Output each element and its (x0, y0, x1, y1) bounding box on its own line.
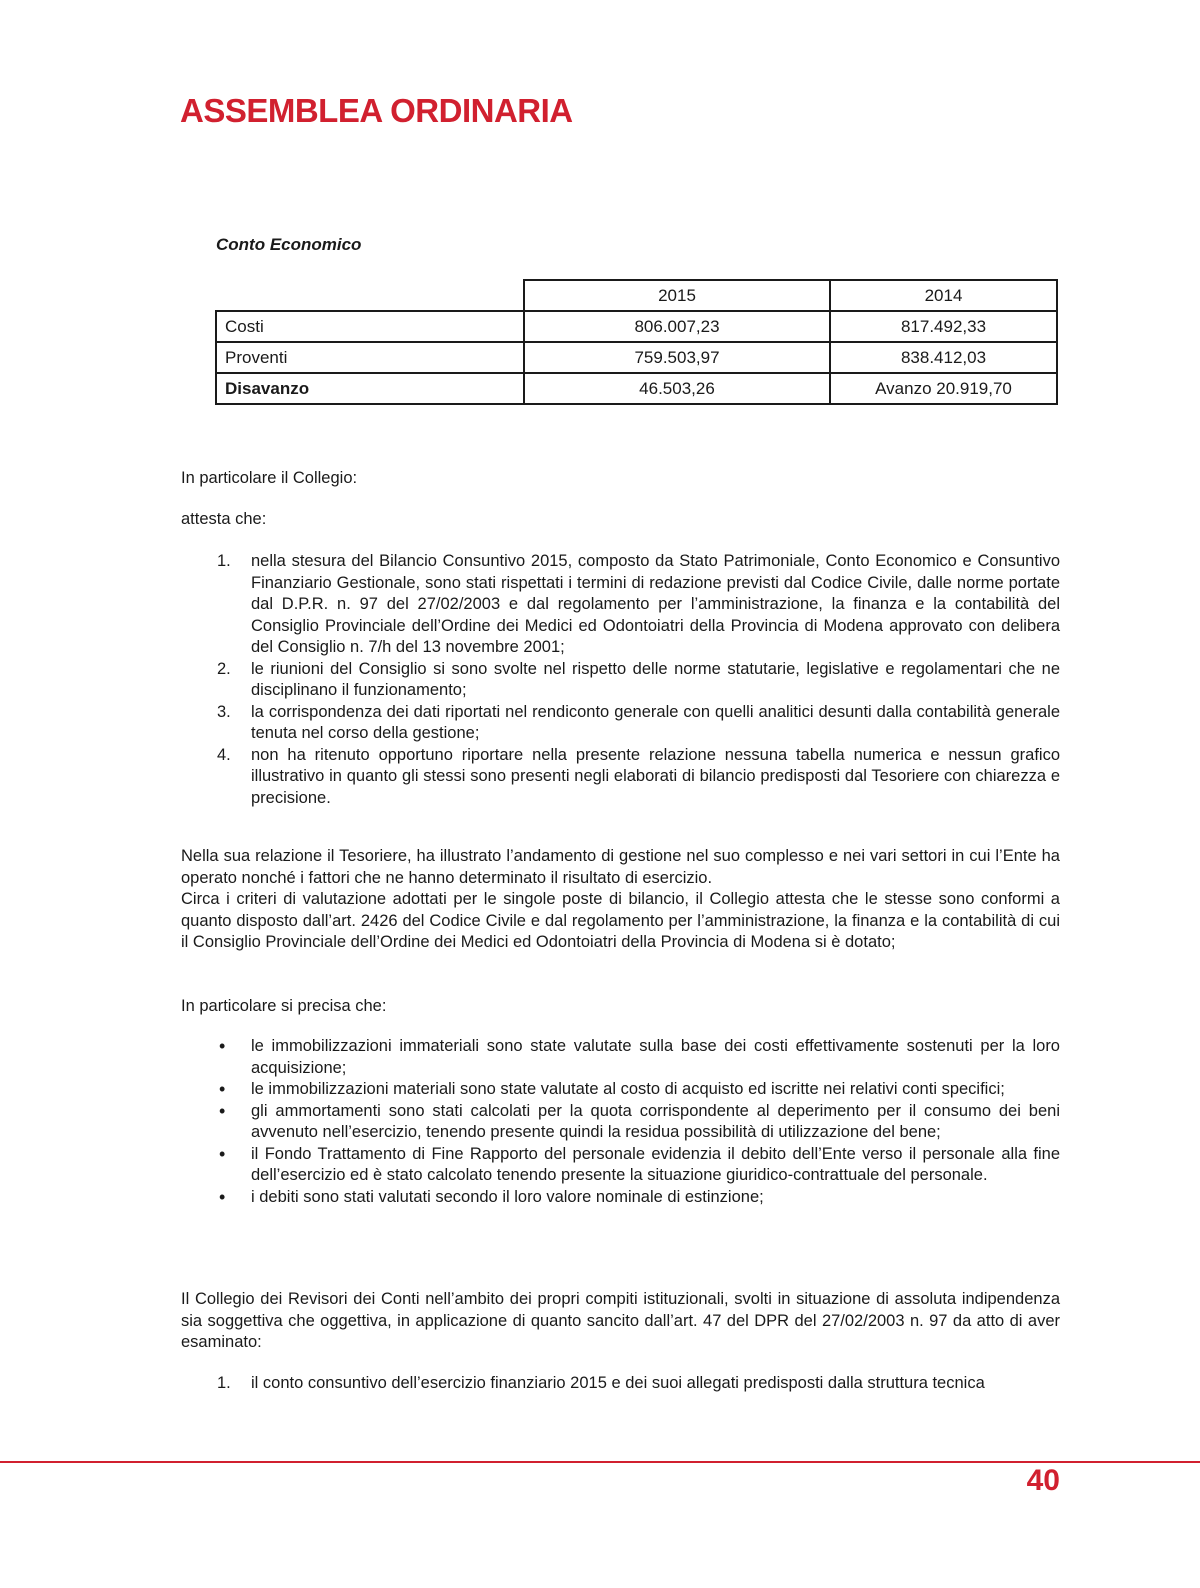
page-number: 40 (1026, 1464, 1060, 1497)
row-value-2015: 759.503,97 (524, 342, 830, 373)
footer-divider (0, 1461, 1200, 1463)
row-label: Costi (216, 311, 524, 342)
bullet-icon: • (219, 1143, 226, 1164)
list-item-text: il Fondo Trattamento di Fine Rapporto del personale evidenzia il debito dell’Ente verso il personale alla fine dell’esercizio ed è stato calcolato tenendo presente la situazione giuridico-contrattuale del personale. (251, 1144, 1060, 1184)
paragraph-revisori: Il Collegio dei Revisori dei Conti nell’ambito dei propri compiti istituzionali, svolti in situazione di assoluta indipendenza sia soggettiva che oggettiva, in applicazione di quanto sancito dall’art. 47 del DPR del 27/02/2003 n. 97 da atto di aver esaminato: (181, 1290, 1060, 1351)
list-number: 1. (217, 1374, 231, 1392)
list-item-text: gli ammortamenti sono stati calcolati per la quota corrispondente al deperimento per il consumo dei beni avvenuto nell’esercizio, tenendo presente quindi la residua possibilità di utilizzazione del bene; (251, 1101, 1060, 1141)
list-item (181, 659, 1060, 702)
list-number: 3. (217, 702, 231, 721)
list-item (181, 1101, 1060, 1144)
table-row (216, 342, 1057, 373)
list-item-text: il conto consuntivo dell’esercizio finanziario 2015 e dei suoi allegati predisposti dalla struttura tecnica (251, 1374, 985, 1392)
precisa-text: In particolare si precisa che: (181, 997, 387, 1015)
table-header-empty (216, 280, 524, 311)
table-header-2015: 2015 (524, 280, 830, 311)
table-row (216, 311, 1057, 342)
bullet-icon: • (219, 1186, 226, 1207)
attesta-text: attesta che: (181, 510, 267, 528)
intro-text: In particolare il Collegio: (181, 469, 358, 487)
page-title: ASSEMBLEA ORDINARIA (180, 92, 573, 129)
list-item (181, 1187, 1060, 1209)
list-item (181, 1079, 1060, 1101)
list-number: 4. (217, 745, 231, 764)
list-item-text: i debiti sono stati valutati secondo il loro valore nominale di estinzione; (251, 1187, 764, 1206)
attesta-list (181, 551, 1060, 809)
row-value-2015: 46.503,26 (524, 373, 830, 404)
list-item (181, 1036, 1060, 1079)
bullet-icon: • (219, 1079, 226, 1099)
esaminato-list (181, 1373, 1060, 1395)
list-item (181, 745, 1060, 810)
list-item-text: nella stesura del Bilancio Consuntivo 2015, composto da Stato Patrimoniale, Conto Economico e Consuntivo Finanziario Gestionale, sono stati rispettati i termini di redazione previsti dal Codice Civile, dalle norme portate dal D.P.R. n. 97 del 27/02/2003 e dal regolamento per l’amministrazione, la finanza e la contabilità del Consiglio Provinciale dell’Ordine dei Medici ed Odontoiatri della Provincia di Modena approvato con delibera del Consiglio n. 7/h del 13 novembre 2001; (251, 552, 1060, 656)
list-item-text: le immobilizzazioni materiali sono state valutate al costo di acquisto ed iscritte nei relativi conti specifici; (251, 1080, 1005, 1098)
list-item (181, 551, 1060, 659)
list-item (181, 1373, 1060, 1395)
row-value-2014: Avanzo 20.919,70 (830, 373, 1057, 404)
paragraph-tesoriere: Nella sua relazione il Tesoriere, ha illustrato l’andamento di gestione nel suo complesso e nei vari settori in cui l’Ente ha operato nonché i fattori che ne hanno determinato il risultato di esercizio. (181, 847, 1060, 887)
paragraph-block (181, 846, 1060, 954)
bullet-list (181, 1036, 1060, 1208)
section-label: Conto Economico (216, 235, 362, 254)
table-row (216, 373, 1057, 404)
table-header-row (216, 280, 1057, 311)
table-header-2014: 2014 (830, 280, 1057, 311)
list-item-text: le riunioni del Consiglio si sono svolte nel rispetto delle norme statutarie, legislative e regolamentari che ne disciplinano il funzionamento; (251, 659, 1060, 699)
row-value-2015: 806.007,23 (524, 311, 830, 342)
paragraph-criteri: Circa i criteri di valutazione adottati per le singole poste di bilancio, il Collegio attesta che le stesse sono conformi a quanto disposto dall’art. 2426 del Codice Civile e dal regolamento per l’amministrazione, la finanza e la contabilità di cui il Consiglio Provinciale dell’Ordine dei Medici ed Odontoiatri della Provincia di Modena si è dotato; (181, 890, 1060, 951)
list-item-text: la corrispondenza dei dati riportati nel rendiconto generale con quelli analitici desunti dalla contabilità generale tenuta nel corso della gestione; (251, 702, 1060, 742)
list-item (181, 1144, 1060, 1187)
conto-economico-table (215, 279, 1058, 405)
row-value-2014: 838.412,03 (830, 342, 1057, 373)
row-label: Proventi (216, 342, 524, 373)
list-item (181, 702, 1060, 745)
row-value-2014: 817.492,33 (830, 311, 1057, 342)
list-item-text: non ha ritenuto opportuno riportare nella presente relazione nessuna tabella numerica e nessun grafico illustrativo in quanto gli stessi sono presenti negli elaborati di bilancio predisposti dal Tesoriere con chiarezza e precisione. (251, 745, 1060, 807)
bullet-icon: • (219, 1036, 226, 1056)
list-number: 1. (217, 552, 231, 570)
row-label: Disavanzo (216, 373, 524, 404)
list-number: 2. (217, 659, 231, 678)
list-item-text: le immobilizzazioni immateriali sono state valutate sulla base dei costi effettivamente sostenuti per la loro acquisizione; (251, 1037, 1060, 1077)
bullet-icon: • (219, 1100, 226, 1121)
